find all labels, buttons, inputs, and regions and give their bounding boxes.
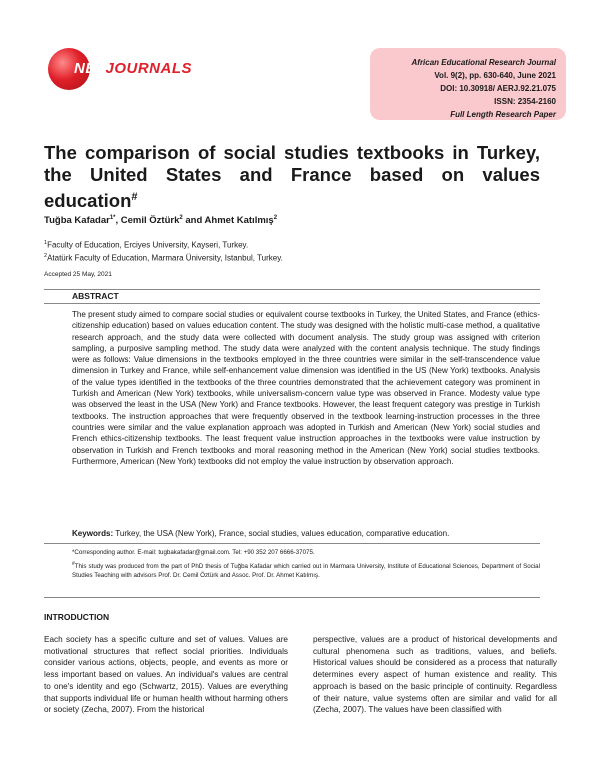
- author-sup: 2: [273, 215, 278, 221]
- abstract-heading: ABSTRACT: [72, 291, 119, 301]
- intro-column-right: perspective, values are a product of historical developments and cultural phenomena such as traditions, values, and beliefs. Historical values should be considered as a process that naturally determines every aspect of human existence and reality. This approach is based on the basic principle of continuity. Regardless of their nature, value systems often are similar and valid for all (Zecha, 2007). The values have been classified with: [313, 635, 557, 715]
- keywords-text: Turkey, the USA (New York), France, social studies, values education, comparative education.: [113, 529, 450, 538]
- journal-logo: [48, 48, 208, 96]
- journal-name: African Educational Research Journal: [411, 58, 556, 67]
- paper-title-text: The comparison of social studies textbooks in Turkey, the United States and France based on values education: [44, 142, 540, 212]
- author-name: Ahmet Katılmış: [204, 215, 274, 227]
- corresponding-author: *Corresponding author. E-mail: tugbakafadar@gmail.com. Tel: +90 352 207 6666-37075.: [72, 549, 315, 556]
- author-separator: ,: [115, 215, 121, 227]
- author-list: [44, 215, 277, 226]
- footnote: [72, 560, 540, 580]
- keywords: [72, 529, 540, 538]
- footnote-text: This study was produced from the part of PhD thesis of Tuğba Kafadar which carried out in Marmara University, Institute of Educational Sciences, Department of Social Studies Teaching with advisors Prof. Dr. Cemil Öztürk and Assoc. Prof. Dr. Ahmet Katılmış.: [72, 563, 540, 580]
- keywords-label: Keywords:: [72, 529, 114, 538]
- divider: [44, 303, 540, 304]
- accepted-date: Accepted 25 May, 2021: [44, 271, 112, 278]
- logo-net-text: NET: [74, 60, 106, 77]
- logo-journals-text: JOURNALS: [105, 60, 193, 77]
- journal-volume: Vol. 9(2), pp. 630-640, June 2021: [434, 71, 556, 80]
- paper-title: [44, 142, 540, 212]
- divider: [44, 543, 540, 544]
- journal-info-box: [370, 48, 566, 120]
- divider: [44, 289, 540, 290]
- author-sup: 1*: [109, 215, 116, 221]
- journal-issn: ISSN: 2354-2160: [494, 97, 556, 106]
- affiliation-text: Atatürk Faculty of Education, Marmara Üniversity, Istanbul, Turkey.: [47, 253, 283, 263]
- affiliation: [44, 253, 283, 263]
- affiliation: [44, 240, 248, 250]
- footnote-mark: #: [72, 561, 75, 567]
- author-name: Tuğba Kafadar: [44, 215, 110, 227]
- divider: [44, 597, 540, 598]
- affiliation-sup: 1: [44, 240, 48, 246]
- intro-column-left: Each society has a specific culture and set of values. Values are motivational structures that reflect social priorities. Individuals consider various actions, objects, people, and events as more or less important based on values. An individual's values are central to one's identity and ego (Schwartz, 2015). Values are everything that supports individual life or human health without harming others or society (Zecha, 2007). From the historical: [44, 635, 288, 715]
- paper-type: Full Length Research Paper: [450, 110, 556, 119]
- journal-doi: DOI: 10.30918/ AERJ.92.21.075: [440, 84, 556, 93]
- abstract-text: The present study aimed to compare social studies or equivalent course textbooks in Turkey, the United States, and France (ethics-citizenship education) based on values education content. The study was designed with the holistic multi-case method, a qualitative research approach, and the study data were collected with document analysis. The study group was assigned with criterion sampling, a purposive sampling method. The study data were analyzed with the content analysis technique. The study findings were as follows: Value dimensions in the textbooks employed in the three countries were similar in the self-transcendence value dimension in Turkey and France, while self-enhancement value dimension was identified in the US (New York) textbooks. Analysis of the value types identified in the textbooks of the three countries demonstrated that the achievement category was prominent in Turkish and American (New York) textbooks, while universalism-concern value type was observed in France. Modesty value type was observed the least in the USA (New York) and France textbooks. However, the least frequent category was prestige in Turkish textbooks. The instruction approaches that were frequently observed in the textbook learning-instruction processes in the three countries were similar and the value explanation approach was adopted in Turkish and American (New York) social studies and French ethics-citizenship textbooks. The least frequent value instruction approaches in the textbooks were value instruction by observation in Turkish and French textbooks and moral reasoning method in the American (New York) social studies textbooks. Furthermore, American (New York) textbooks did not employ the value instruction by observation approach.: [72, 310, 540, 466]
- affiliation-sup: 2: [44, 253, 48, 259]
- author-name: Cemil Öztürk: [120, 215, 180, 227]
- introduction-heading: INTRODUCTION: [44, 612, 110, 622]
- affiliation-text: Faculty of Education, Erciyes University, Kayseri, Turkey.: [47, 240, 249, 250]
- title-footnote-mark: #: [131, 191, 138, 203]
- author-sup: 2: [179, 215, 183, 221]
- author-separator: and: [182, 215, 205, 227]
